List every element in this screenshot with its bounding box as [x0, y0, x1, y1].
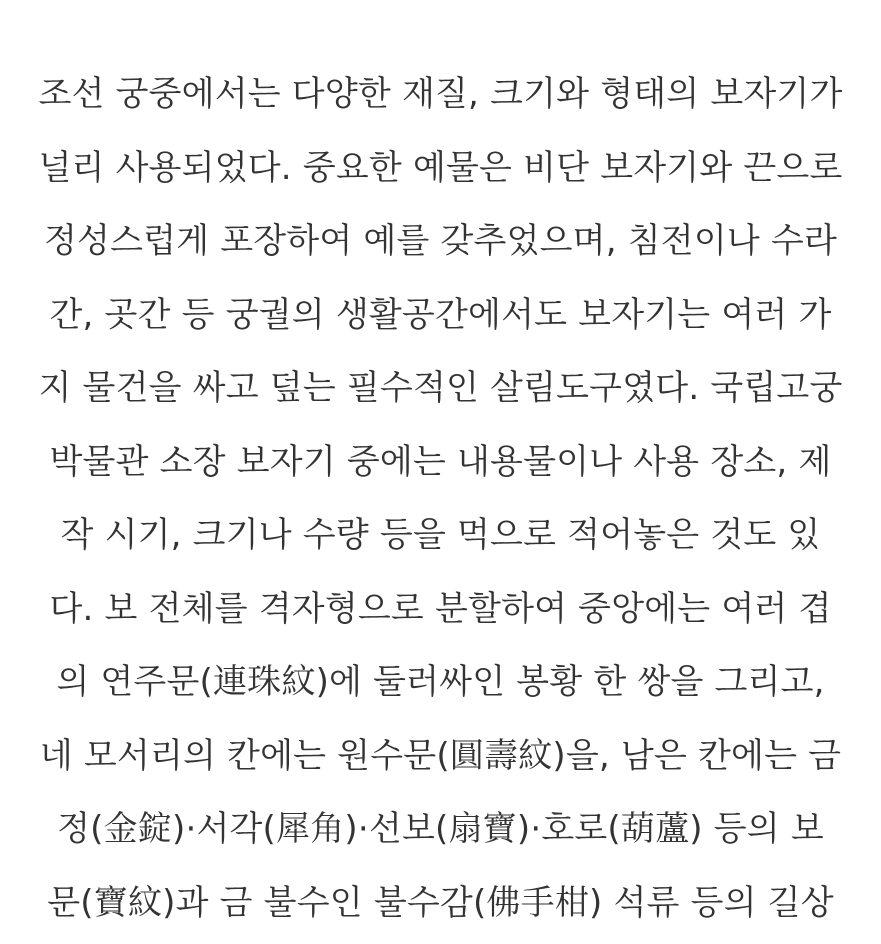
article-body: [0, 62, 881, 944]
text-line: 정성스럽게 포장하여 예를 갖추었으며, 침전이나 수라: [0, 209, 881, 283]
text-line: 의 연주문(連珠紋)에 둘러싸인 봉황 한 쌍을 그리고,: [0, 650, 881, 724]
text-line: 작 시기, 크기나 수량 등을 먹으로 적어놓은 것도 있: [0, 503, 881, 577]
text-line: 조선 궁중에서는 다양한 재질, 크기와 형태의 보자기가: [0, 62, 881, 136]
text-line: 네 모서리의 칸에는 원수문(圓壽紋)을, 남은 칸에는 금: [0, 724, 881, 798]
text-line: 문(寶紋)과 금 불수인 불수감(佛手柑) 석류 등의 길상: [0, 871, 881, 944]
text-line: 박물관 소장 보자기 중에는 내용물이나 사용 장소, 제: [0, 430, 881, 504]
text-line: 널리 사용되었다. 중요한 예물은 비단 보자기와 끈으로: [0, 136, 881, 210]
text-line: 지 물건을 싸고 덮는 필수적인 살림도구였다. 국립고궁: [0, 356, 881, 430]
text-line: 다. 보 전체를 격자형으로 분할하여 중앙에는 여러 겹: [0, 577, 881, 651]
text-line: 간, 곳간 등 궁궐의 생활공간에서도 보자기는 여러 가: [0, 283, 881, 357]
text-line: 정(金錠)·서각(犀角)·선보(扇寶)·호로(葫蘆) 등의 보: [0, 797, 881, 871]
